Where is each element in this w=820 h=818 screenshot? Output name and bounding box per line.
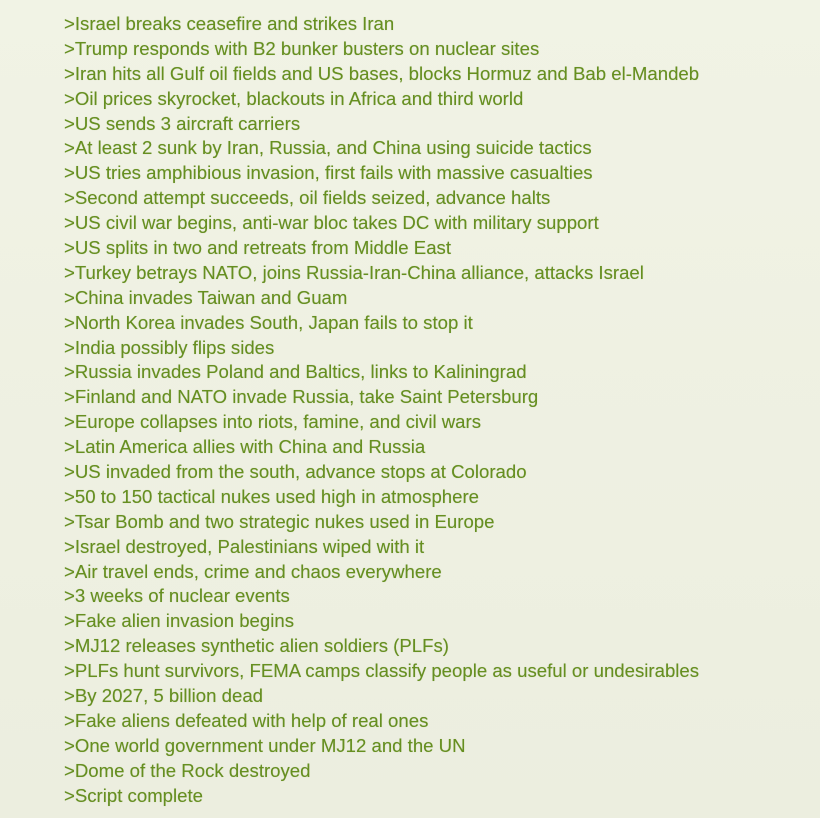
greentext-line: >Turkey betrays NATO, joins Russia-Iran-China alliance, attacks Israel: [64, 261, 644, 283]
greentext-line: >Israel destroyed, Palestinians wiped with it: [64, 535, 425, 557]
greentext-line: >Israel breaks ceasefire and strikes Iran: [64, 13, 395, 34]
greentext-line: >Fake aliens defeated with help of real ones: [64, 709, 429, 731]
greentext-line: >By 2027, 5 billion dead: [64, 685, 264, 707]
greentext-line: >Oil prices skyrocket, blackouts in Africa and third world: [64, 87, 524, 109]
greentext-line: >US splits in two and retreats from Middle East: [64, 237, 452, 259]
greentext-line: >At least 2 sunk by Iran, Russia, and China using suicide tactics: [64, 137, 592, 159]
greentext-line: >US sends 3 aircraft carriers: [64, 112, 301, 134]
greentext-line: >India possibly flips sides: [64, 336, 275, 358]
greentext-line: >Tsar Bomb and two strategic nukes used in Europe: [64, 510, 495, 532]
greentext-line: >Trump responds with B2 bunker busters on nuclear sites: [64, 37, 540, 59]
greentext-line: >PLFs hunt survivors, FEMA camps classify people as useful or undesirables: [64, 660, 700, 682]
greentext-line: >Europe collapses into riots, famine, and civil wars: [64, 411, 482, 433]
greentext-line: >Fake alien invasion begins: [64, 610, 294, 632]
greentext-line: >North Korea invades South, Japan fails to stop it: [64, 311, 473, 333]
greentext-line: >US invaded from the south, advance stops at Colorado: [64, 461, 527, 483]
greentext-line: >Iran hits all Gulf oil fields and US bases, blocks Hormuz and Bab el-Mandeb: [64, 62, 700, 84]
greentext-line: >US civil war begins, anti-war bloc takes DC with military support: [64, 212, 599, 234]
greentext-line: >50 to 150 tactical nukes used high in atmosphere: [64, 485, 480, 507]
greentext-line: >MJ12 releases synthetic alien soldiers (PLFs): [64, 635, 449, 657]
greentext-line: >Dome of the Rock destroyed: [64, 759, 311, 781]
greentext-line: >Finland and NATO invade Russia, take Saint Petersburg: [64, 386, 539, 408]
greentext-line: >Latin America allies with China and Russia: [64, 436, 426, 458]
greentext-line: >One world government under MJ12 and the UN: [64, 734, 466, 756]
greentext-line: >US tries amphibious invasion, first fails with massive casualties: [64, 162, 593, 184]
greentext-line: >Air travel ends, crime and chaos everywhere: [64, 560, 442, 582]
greentext-line: >3 weeks of nuclear events: [64, 585, 290, 607]
greentext-line: >Second attempt succeeds, oil fields seized, advance halts: [64, 187, 551, 209]
greentext-line: >China invades Taiwan and Guam: [64, 286, 348, 308]
greentext-line: >Script complete: [64, 784, 203, 806]
greentext-line: >Russia invades Poland and Baltics, links to Kaliningrad: [64, 361, 527, 383]
